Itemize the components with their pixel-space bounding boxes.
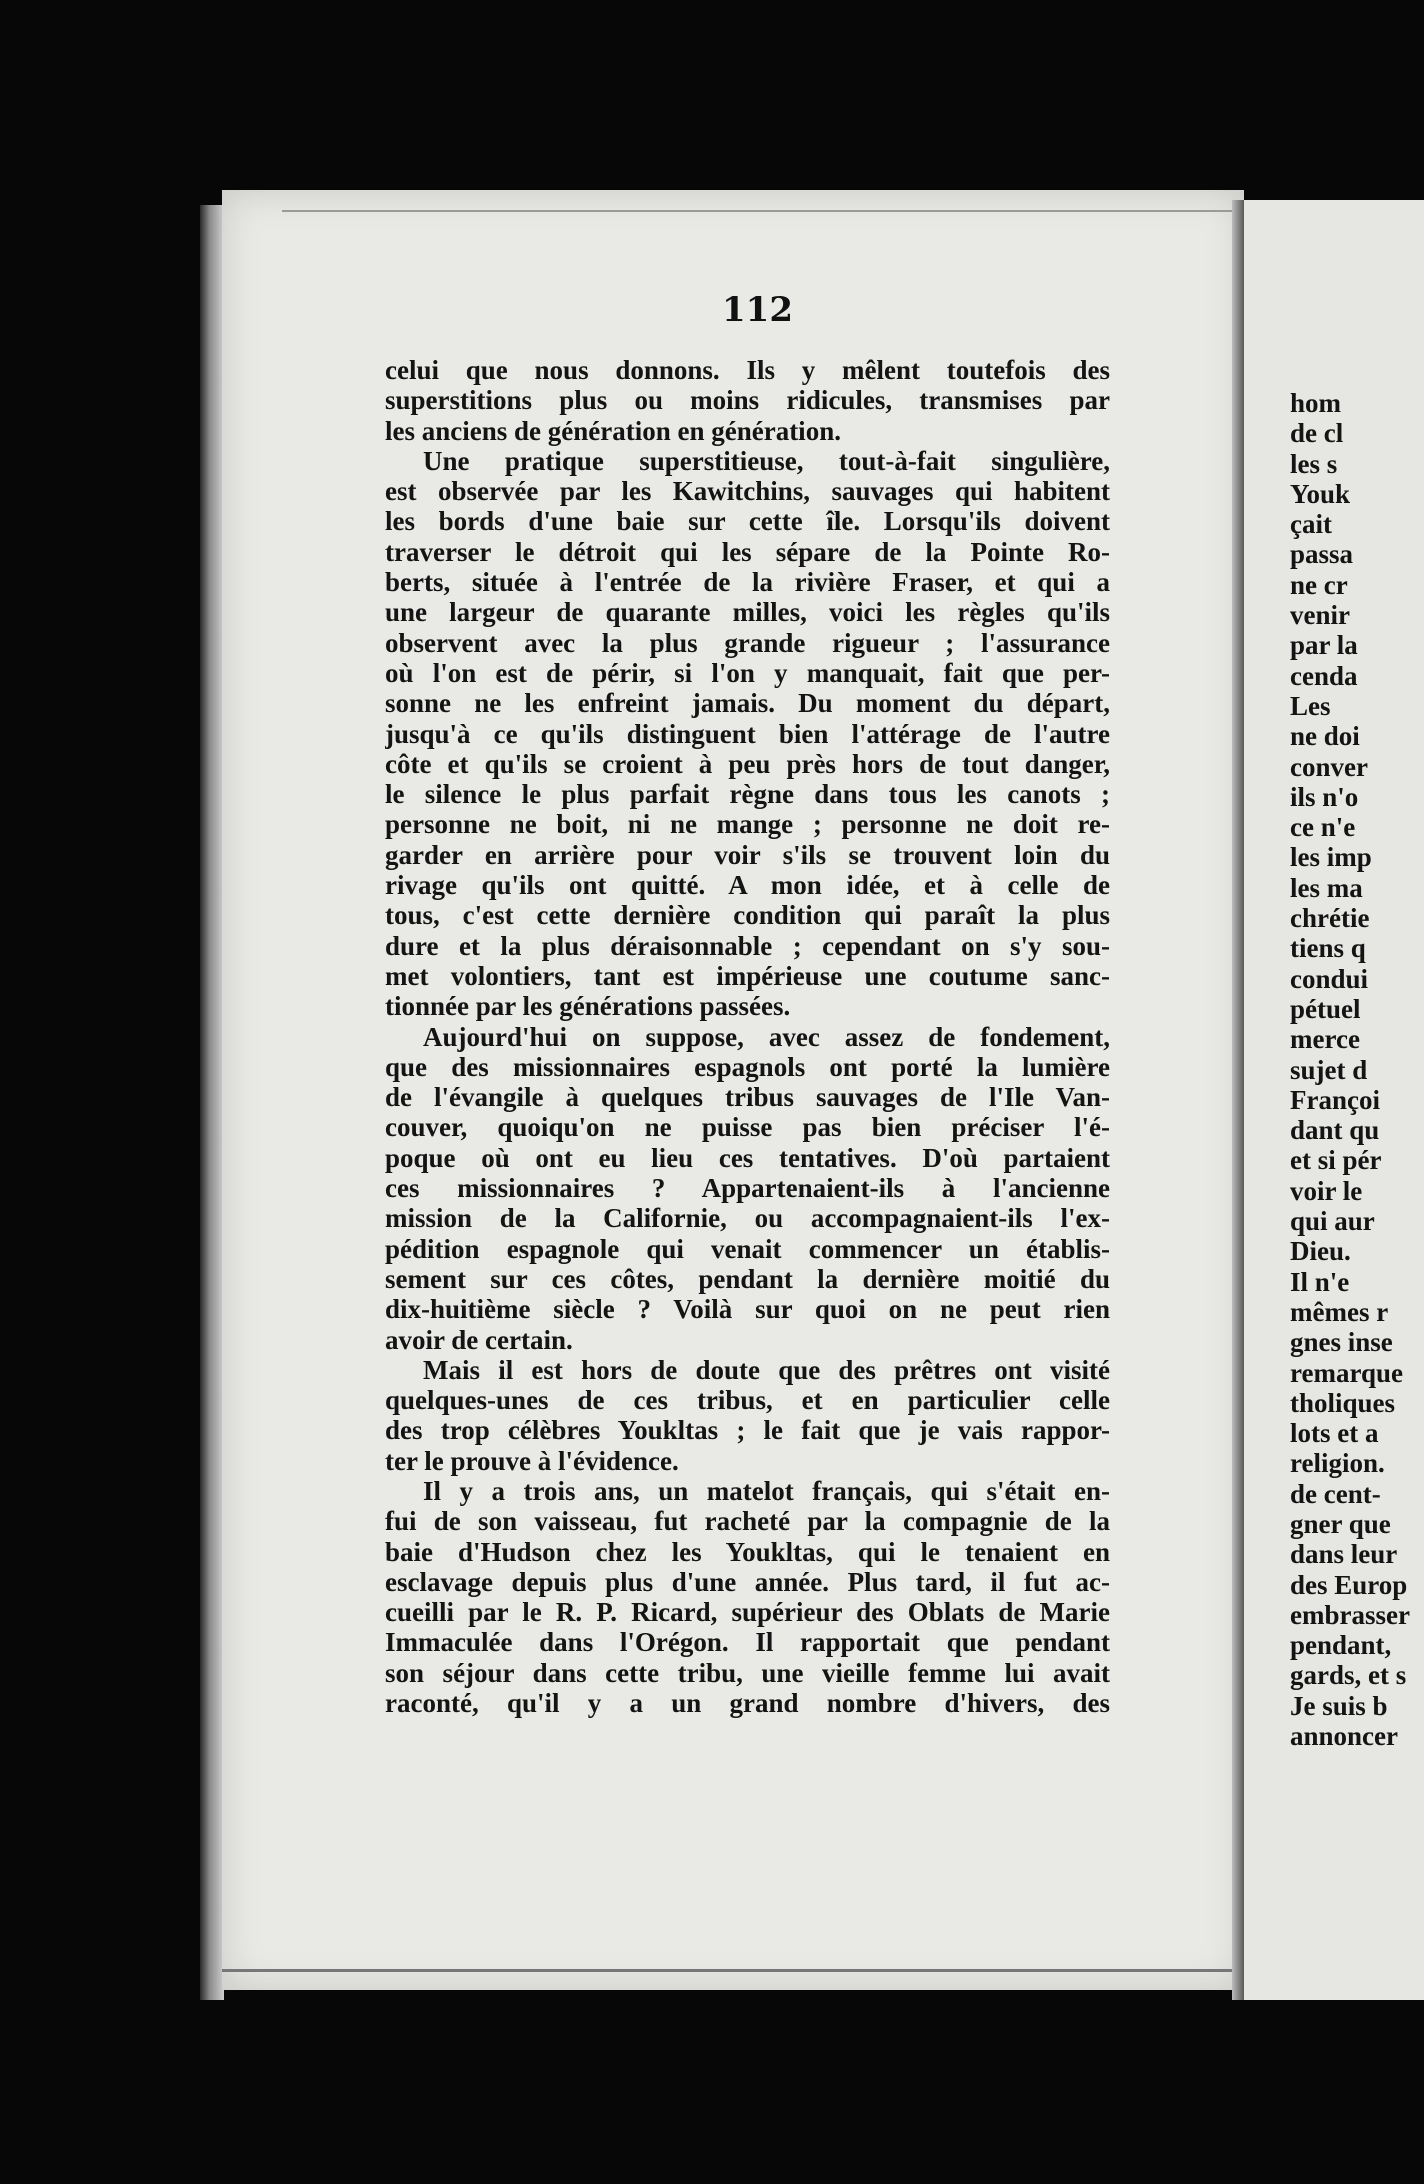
text-line: Mais il est hors de doute que des prêtres ont visité	[423, 1354, 1110, 1385]
right-page-fragment: venir	[1290, 600, 1350, 631]
text-line: raconté, qu'il y a un grand nombre d'hivers, des	[385, 1688, 1110, 1719]
text-line: Il y a trois ans, un matelot français, qui s'était en-	[423, 1475, 1110, 1506]
right-page-fragment: des Europ	[1290, 1569, 1408, 1600]
right-page-fragment: hom	[1290, 388, 1342, 418]
right-page-fragment: annoncer	[1290, 1721, 1398, 1752]
text-line: de l'évangile à quelques tribus sauvages de l'Ile Van-	[385, 1082, 1110, 1113]
text-line: Une pratique superstitieuse, tout-à-fait singulière,	[423, 445, 1110, 476]
right-page-fragment: et si pér	[1290, 1145, 1382, 1176]
right-page-fragment: par la	[1290, 630, 1358, 661]
text-line: Aujourd'hui on suppose, avec assez de fondement,	[423, 1021, 1110, 1052]
text-line: des trop célèbres Youkltas ; le fait que je vais rappor-	[385, 1415, 1110, 1446]
right-page-fragment: remarque	[1290, 1357, 1403, 1388]
right-page-fragment: dant qu	[1290, 1115, 1380, 1146]
text-line: mission de la Californie, ou accompagnaient-ils l'ex-	[385, 1203, 1110, 1234]
text-line: tionnée par les générations passées.	[385, 991, 791, 1022]
right-page-fragment: Dieu.	[1290, 1236, 1351, 1267]
left-page-body-text	[385, 355, 1110, 1718]
text-line: couver, quoiqu'on ne puisse pas bien préciser l'é-	[385, 1112, 1110, 1143]
right-page-fragment: dans leur	[1290, 1539, 1398, 1570]
text-line: superstitions plus ou moins ridicules, transmises par	[385, 385, 1110, 416]
right-page-fragment: Les	[1290, 690, 1331, 721]
text-line: que des missionnaires espagnols ont porté la lumière	[385, 1051, 1110, 1082]
text-line: celui que nous donnons. Ils y mêlent toutefois des	[385, 355, 1110, 385]
text-line: pédition espagnole qui venait commencer un établis-	[385, 1233, 1110, 1264]
text-line: garder en arrière pour voir s'ils se trouvent loin du	[385, 839, 1110, 870]
text-line: côte et qu'ils se croient à peu près hors de tout danger,	[385, 748, 1110, 779]
text-line: dix-huitième siècle ? Voilà sur quoi on ne peut rien	[385, 1294, 1110, 1325]
right-page-fragment: Youk	[1290, 478, 1351, 509]
right-page-fragment: merce	[1290, 1024, 1360, 1055]
page-edge-shading	[200, 205, 224, 2000]
text-line: sement sur ces côtes, pendant la dernière moitié du	[385, 1263, 1110, 1294]
text-line: fui de son vaisseau, fut racheté par la compagnie de la	[385, 1506, 1110, 1537]
right-page-fragment: condui	[1290, 963, 1369, 994]
right-page-fragment: de cl	[1290, 418, 1344, 449]
right-page-fragment: les ma	[1290, 872, 1363, 903]
right-page-fragment: passa	[1290, 539, 1354, 570]
text-line: personne ne boit, ni ne mange ; personne ne doit re-	[385, 809, 1110, 840]
right-page-fragment: les imp	[1290, 842, 1372, 873]
text-line: esclavage depuis plus d'une année. Plus tard, il fut ac-	[385, 1566, 1110, 1597]
right-page-fragment: les s	[1290, 448, 1338, 479]
right-page-fragment: tiens q	[1290, 933, 1366, 964]
text-line: tous, c'est cette dernière condition qui paraît la plus	[385, 900, 1110, 931]
text-line: poque où ont eu lieu ces tentatives. D'où partaient	[385, 1142, 1110, 1173]
text-line: quelques-unes de ces tribus, et en particulier celle	[385, 1385, 1110, 1416]
right-page-fragment: gards, et s	[1290, 1660, 1407, 1691]
top-rule	[282, 210, 1244, 212]
right-page-fragment: gnes inse	[1290, 1327, 1393, 1358]
right-page-fragment: ce n'e	[1290, 812, 1356, 843]
text-line: avoir de certain.	[385, 1324, 573, 1355]
right-page-fragment: chrétie	[1290, 903, 1370, 934]
right-page-fragment: embrasser	[1290, 1599, 1410, 1630]
right-page-fragment: tholiques	[1290, 1387, 1396, 1418]
right-page-fragment: cenda	[1290, 660, 1358, 691]
right-page-fragment: de cent-	[1290, 1478, 1381, 1509]
right-page-fragment: ne doi	[1290, 721, 1360, 752]
right-page-fragment: pétuel	[1290, 993, 1361, 1024]
right-page-fragment: gner que	[1290, 1508, 1391, 1539]
text-line: est observée par les Kawitchins, sauvages qui habitent	[385, 476, 1110, 507]
bottom-rule	[222, 1969, 1244, 1972]
right-page-fragment: qui aur	[1290, 1206, 1375, 1237]
right-page-fragment: mêmes r	[1290, 1296, 1389, 1327]
text-line: les anciens de génération en génération.	[385, 415, 841, 446]
page-number: 112	[722, 290, 793, 330]
text-line: baie d'Hudson chez les Youkltas, qui le tenaient en	[385, 1536, 1110, 1567]
right-page-fragment: sujet d	[1290, 1054, 1368, 1085]
text-line: une largeur de quarante milles, voici les règles qu'ils	[385, 597, 1110, 628]
text-line: berts, située à l'entrée de la rivière Fraser, et qui a	[385, 567, 1110, 598]
right-page-fragment: ils n'o	[1290, 781, 1359, 812]
text-line: jusqu'à ce qu'ils distinguent bien l'attérage de l'autre	[385, 718, 1110, 749]
right-page-partial-text	[1290, 388, 1424, 1751]
book-gutter	[1232, 200, 1244, 2000]
text-line: Immaculée dans l'Orégon. Il rapportait que pendant	[385, 1627, 1110, 1658]
text-line: dure et la plus déraisonnable ; cependant on s'y sou-	[385, 930, 1110, 961]
text-line: sonne ne les enfreint jamais. Du moment du départ,	[385, 688, 1110, 719]
text-line: ces missionnaires ? Appartenaient-ils à l'ancienne	[385, 1173, 1110, 1204]
text-line: met volontiers, tant est impérieuse une coutume sanc-	[385, 960, 1110, 991]
right-page-fragment: religion.	[1290, 1448, 1385, 1479]
right-page-fragment: Je suis b	[1290, 1690, 1388, 1721]
text-line: le silence le plus parfait règne dans tous les canots ;	[385, 779, 1110, 810]
right-page-fragment: pendant,	[1290, 1630, 1392, 1661]
text-line: cueilli par le R. P. Ricard, supérieur des Oblats de Marie	[385, 1597, 1110, 1628]
text-line: traverser le détroit qui les sépare de la Pointe Ro-	[385, 536, 1110, 567]
text-line: les bords d'une baie sur cette île. Lorsqu'ils doivent	[385, 506, 1110, 537]
right-page-fragment: voir le	[1290, 1175, 1363, 1206]
right-page-fragment: lots et a	[1290, 1418, 1379, 1449]
right-page-fragment: çait	[1290, 509, 1332, 540]
text-line: où l'on est de périr, si l'on y manquait, fait que per-	[385, 657, 1110, 688]
text-line: ter le prouve à l'évidence.	[385, 1445, 679, 1476]
right-page-fragment: ne cr	[1290, 569, 1348, 600]
right-page-fragment: Françoi	[1290, 1084, 1380, 1115]
text-line: son séjour dans cette tribu, une vieille femme lui avait	[385, 1657, 1110, 1688]
right-page-fragment: conver	[1290, 751, 1368, 782]
text-line: observent avec la plus grande rigueur ; l'assurance	[385, 627, 1110, 658]
right-page-fragment: Il n'e	[1290, 1266, 1350, 1297]
text-line: rivage qu'ils ont quitté. A mon idée, et à celle de	[385, 870, 1110, 901]
